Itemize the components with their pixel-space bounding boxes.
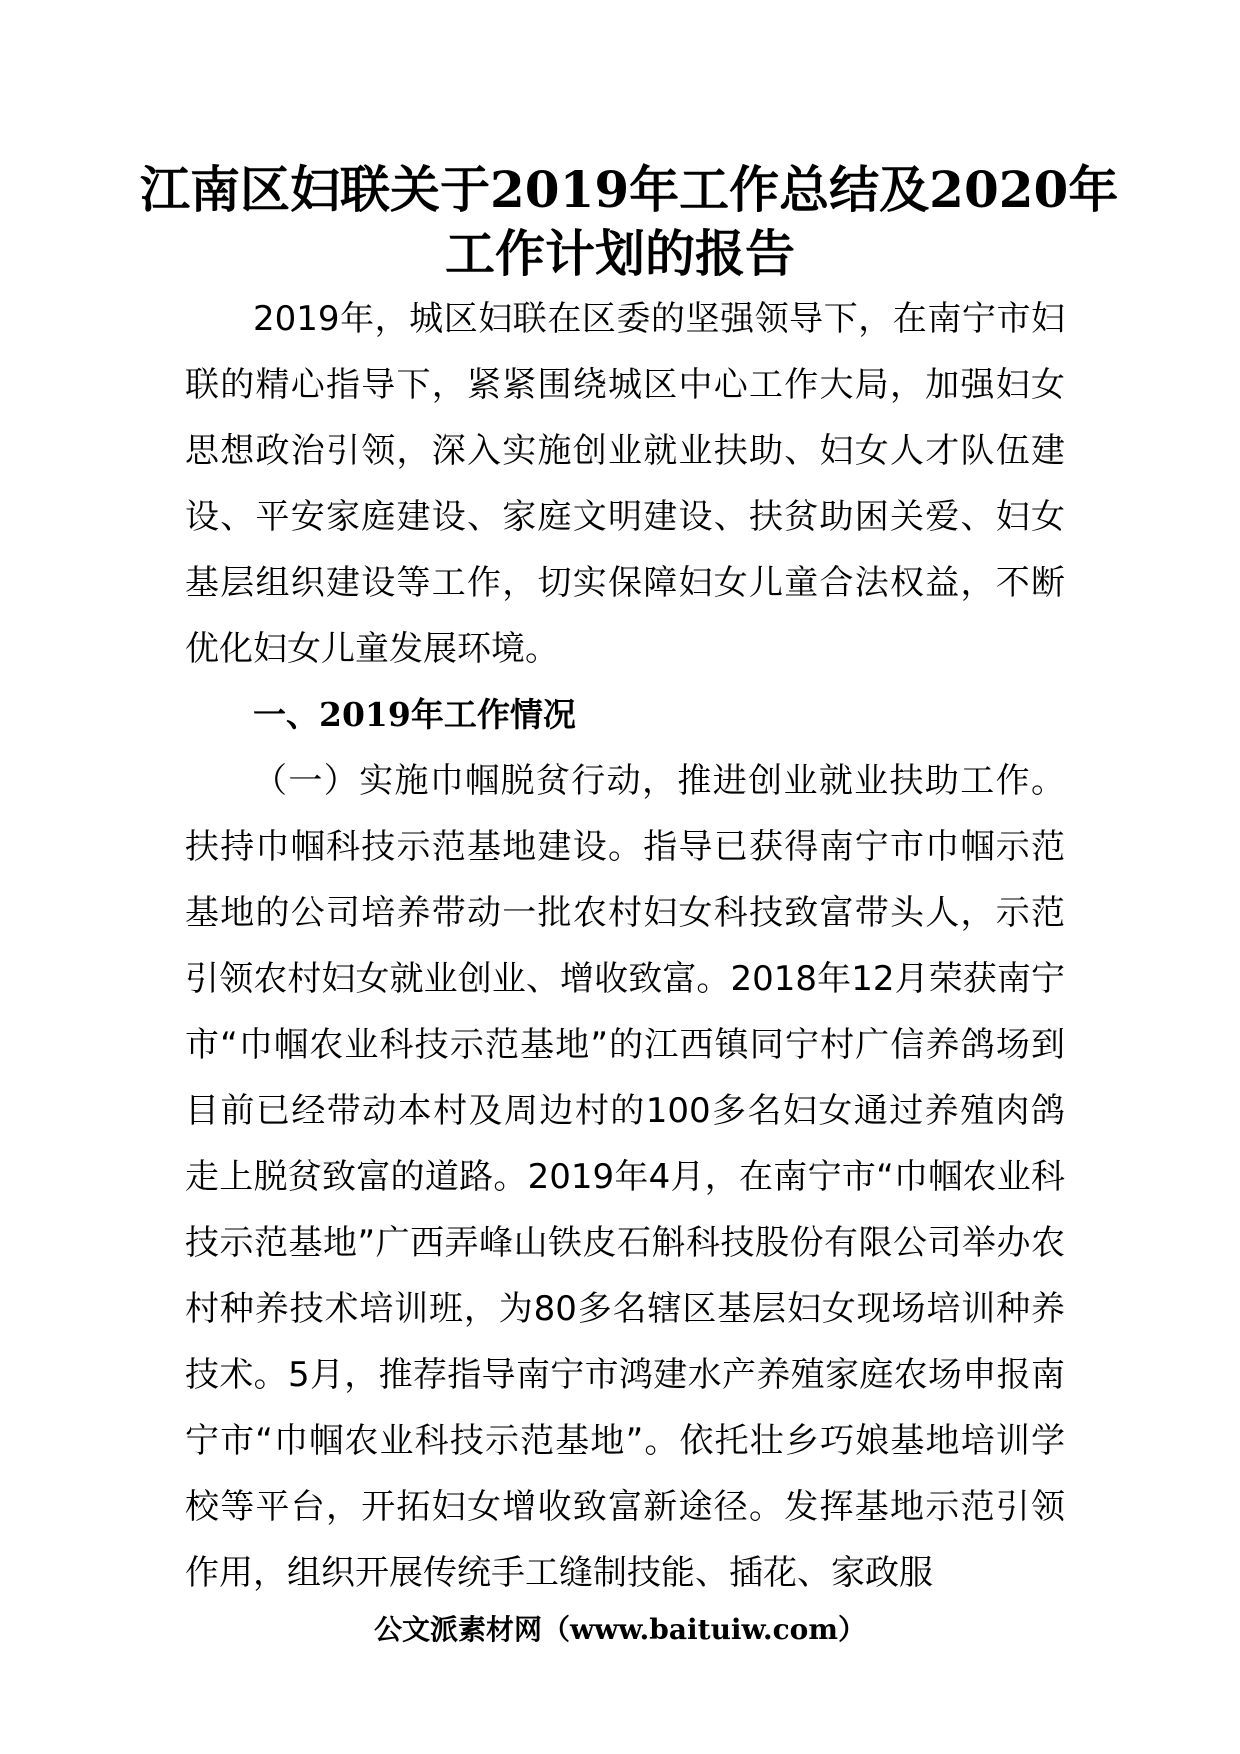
section-heading: 一、2019年工作情况 xyxy=(253,695,576,734)
page-footer: 公文派素材网（www.baituiw.com） xyxy=(374,1613,866,1646)
subsection-paragraph: （一）实施巾帼脱贫行动，推进创业就业扶助工作。扶持巾帼科技示范基地建设。指导已获得南宁市巾帼示范基地的公司培养带动一批农村妇女科技致富带头人，示范引领农村妇女就业创业、增收致富。2018年12月荣获南宁市“巾帼农业科技示范基地”的江西镇同宁村广信养鸽场到目前已经带动本村及周边村的100多名妇女通过养殖肉鸽走上脱贫致富的道路。2019年4月，在南宁市“巾帼农业科技示范基地”广西弄峰山铁皮石斛科技股份有限公司举办农村种养技术培训班，为80多名辖区基层妇女现场培训种养技术。5月，推荐指导南宁市鸿建水产养殖家庭农场申报南宁市“巾帼农业科技示范基地”。依托壮乡巧娘基地培训学校等平台，开拓妇女增收致富新途径。发挥基地示范引领作用，组织开展传统手工缝制技能、插花、家政服 xyxy=(185,761,1065,1593)
document-title xyxy=(140,158,1119,286)
title-line-1: 江南区妇联关于2019年工作总结及2020年 xyxy=(140,160,1119,219)
intro-paragraph: 2019年，城区妇联在区委的坚强领导下，在南宁市妇联的精心指导下，紧紧围绕城区中心工作大局，加强妇女思想政治引领，深入实施创业就业扶助、妇女人才队伍建设、平安家庭建设、家庭文明建设、扶贫助困关爱、妇女基层组织建设等工作，切实保障妇女儿童合法权益，不断优化妇女儿童发展环境。 xyxy=(185,299,1065,669)
title-line-2: 工作计划的报告 xyxy=(445,224,795,283)
document-body xyxy=(185,286,1065,1606)
